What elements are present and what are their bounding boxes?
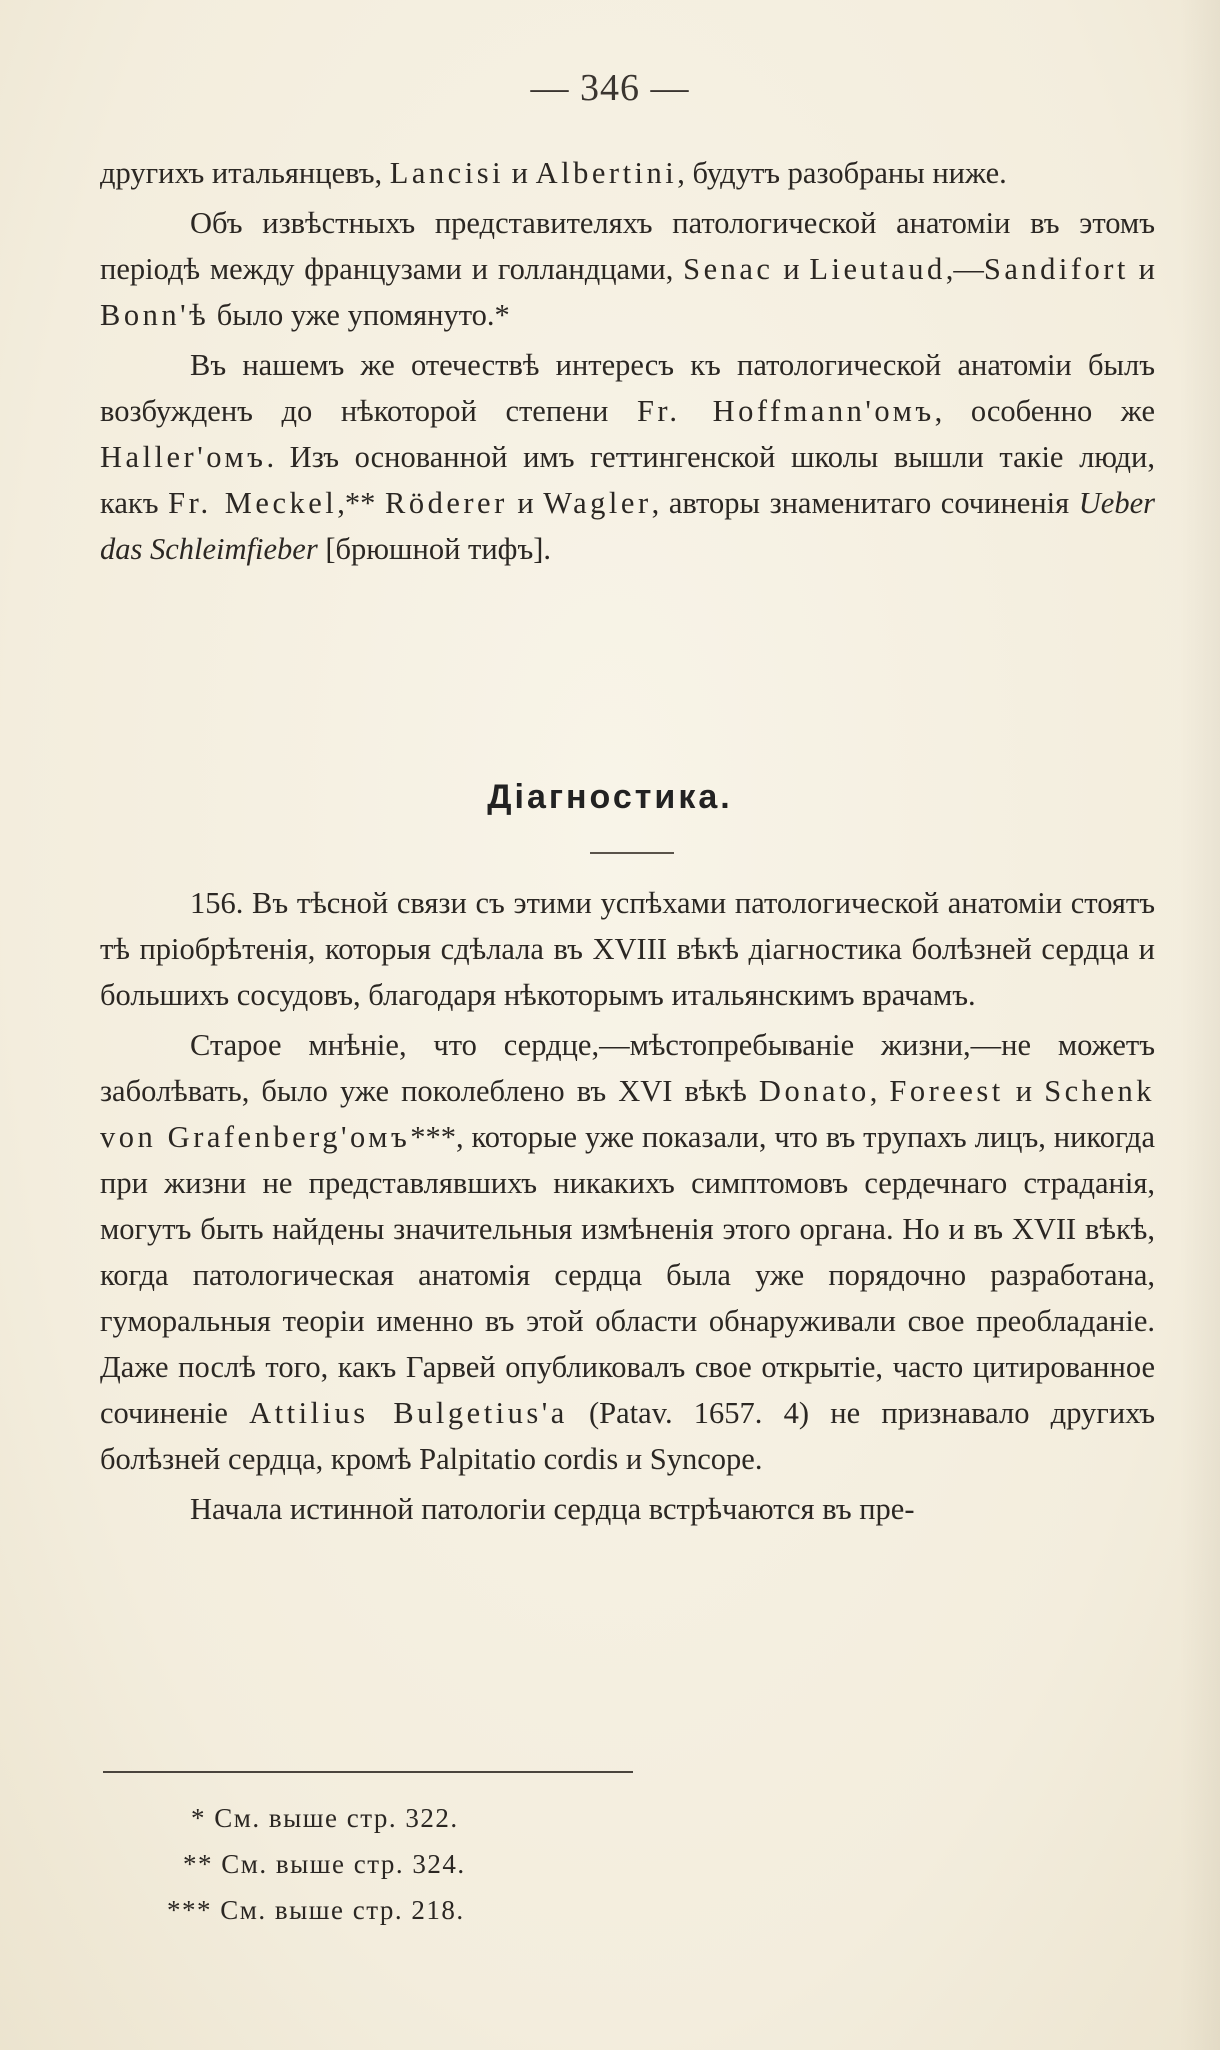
footnote-2: ** См. выше стр. 324. [183, 1849, 466, 1879]
spaced-name: Foreest [889, 1074, 1004, 1108]
paragraph [100, 200, 1155, 338]
text-run: Старое мнѣніе, что сердце,—мѣстопребываніе жизни,—не можетъ заболѣвать, было уже поколеблено въ XVI вѣкѣ [100, 1028, 1155, 1108]
spaced-name: Albertini [535, 156, 678, 190]
footnote-3: *** См. выше стр. 218. [167, 1895, 465, 1925]
spaced-name: Bonn'ѣ [100, 298, 210, 332]
paragraph [100, 1486, 1155, 1532]
text-run: Начала истинной патологіи сердца встрѣчаются въ пре- [190, 1492, 915, 1526]
text-run: , авторы знаменитаго сочиненія [651, 486, 1079, 520]
page-number: — 346 — [530, 67, 690, 109]
text-run: [брюшной тифъ]. [317, 532, 551, 566]
page-edge-shadow [1180, 0, 1220, 2050]
spaced-name: Fr. Meckel [168, 486, 338, 520]
spaced-name: Schenk von Grafenberg'омъ [100, 1074, 1155, 1154]
spaced-name: Attilius Bulgetius'а [249, 1396, 568, 1430]
paragraph [100, 342, 1155, 572]
text-run: и [773, 252, 810, 286]
text-run: ,— [945, 252, 984, 286]
heading-underline [590, 852, 674, 854]
text-run: и [507, 486, 544, 520]
text-run: Объ извѣстныхъ представителяхъ патологической анатоміи въ этомъ періодѣ между французами и голландцами, [100, 206, 1155, 286]
text-run: , [869, 1074, 890, 1108]
text-run: , особенно же [934, 394, 1155, 428]
spaced-name: Wagler [543, 486, 652, 520]
spaced-name: Donato [758, 1074, 870, 1108]
text-block-bottom [100, 880, 1155, 1536]
text-run: было уже упомянуто.* [209, 298, 510, 332]
footnote-1: * См. выше стр. 322. [191, 1803, 459, 1833]
text-run: и [1003, 1074, 1045, 1108]
section-heading: Діагностика. [487, 778, 733, 816]
text-run: , будутъ разобраны ниже. [677, 156, 1007, 190]
text-run: (Patav. 1657. 4) не признавало другихъ болѣзней сердца, кромѣ Palpitatio cordis и Syncope. [100, 1396, 1155, 1476]
spaced-name: Sandifort [983, 252, 1129, 286]
text-run: . Изъ основанной имъ геттингенской школы вышли такіе люди, какъ [100, 440, 1155, 520]
spaced-name: Röderer [385, 486, 508, 520]
text-block-top [100, 150, 1155, 576]
text-run: 156. Въ тѣсной связи съ этими успѣхами патологической анатоміи стоятъ тѣ пріобрѣтенія, которыя сдѣлала въ XVIII вѣкѣ діагностика болѣзней сердца и большихъ сосудовъ, благодаря нѣкоторымъ итальянскимъ врачамъ. [100, 886, 1155, 1012]
text-run: ***, которые уже показали, что въ трупахъ лицъ, никогда при жизни не представлявшихъ никакихъ симптомовъ сердечнаго страданія, могутъ быть найдены значительныя измѣненія этого органа. Но и въ XVII вѣкѣ, когда патологическая анатомія сердца была уже порядочно разработана, гуморальныя теоріи именно въ этой области обнаруживали свое преобладаніе. Даже послѣ того, какъ Гарвей опубликовалъ свое открытіе, часто цитированное сочиненіе [100, 1120, 1155, 1430]
italic-title: Ueber das Schleimfieber [100, 486, 1156, 566]
text-run: другихъ итальянцевъ, [100, 156, 390, 190]
spaced-name: Lieutaud [809, 252, 946, 286]
footnote-separator [103, 1771, 633, 1773]
text-run: и [504, 156, 536, 190]
spaced-name: Senac [683, 252, 774, 286]
text-run: ,** [337, 486, 385, 520]
paragraph [100, 150, 1155, 196]
spaced-name: Haller'омъ [100, 440, 267, 474]
text-run: и [1128, 252, 1155, 286]
spaced-name: Lancisi [389, 156, 505, 190]
paragraph [100, 1022, 1155, 1482]
paragraph [100, 880, 1155, 1018]
spaced-name: Fr. Hoffmann'омъ [636, 394, 935, 428]
text-run: Въ нашемъ же отечествѣ интересъ къ патологической анатоміи былъ возбужденъ до нѣкоторой степени [100, 348, 1155, 428]
